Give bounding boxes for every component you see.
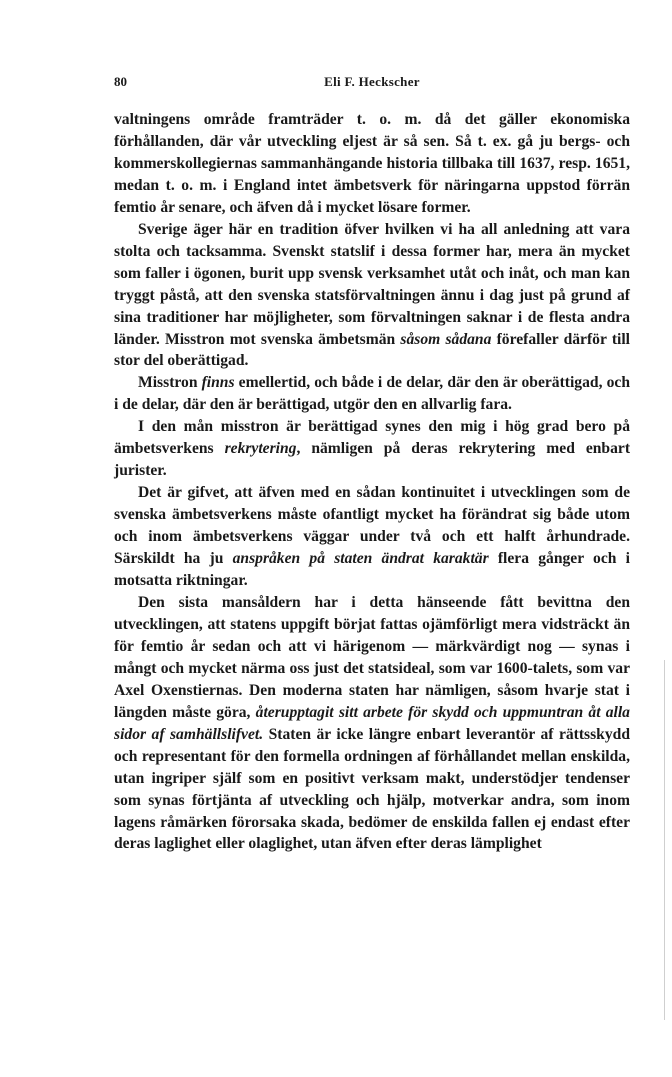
paragraph: [114, 482, 630, 592]
paragraph: [114, 219, 630, 373]
emphasis-text: anspråken på staten ändrat karaktär: [232, 550, 489, 568]
emphasis-text: finns: [201, 374, 235, 392]
running-head: Eli F. Heckscher: [324, 74, 420, 89]
paragraph: [114, 372, 630, 416]
paragraph: [114, 592, 630, 855]
paragraph-text: Staten är icke längre enbart leverantör af rättsskydd och representant för den formella ordningen af förhållandet mellan enskilda, utan ingriper själf som en positivt verksam makt, understödjer tendenser som synas förtjänta af utveckling och hjälp, motverkar andra, som inom lagens råmärken förorsaka skada, bedömer de enskilda fallen ej endast efter deras laglighet eller olaglighet, utan äfven efter deras lämplighet: [114, 725, 630, 853]
paragraph: [114, 109, 630, 219]
page-number: 80: [114, 74, 127, 89]
paragraph-text: förefaller därför till stor del oberättigad.: [114, 330, 631, 370]
paragraph-text: I den mån misstron är berättigad synes den mig i hög grad bero på ämbetsverkens: [114, 418, 630, 458]
margin-rule: [664, 660, 665, 1020]
paragraph-text: Misstron: [138, 374, 202, 392]
paragraph-text: emellertid, och både i de delar, där den är oberättigad, och i de delar, där den är berättigad, utgör den en allvarlig fara.: [114, 374, 630, 414]
emphasis-text: rekrytering: [224, 440, 297, 458]
emphasis-text: såsom sådana: [400, 330, 492, 348]
paragraph: [114, 416, 630, 482]
paragraph-text: Den sista mansåldern har i detta hänseende fått bevittna den utvecklingen, att statens uppgift börjat fattas ojämförligt mera vidsträckt än för femtio år sedan och att vi härigenom — märkvärdigt nog — synas i mångt och mycket närma oss just det statsideal, som var 1600-talets, som var Axel Oxenstiernas. Den moderna staten har nämligen, såsom hvarje stat i längden måste göra,: [114, 593, 630, 721]
body-text: [114, 109, 630, 855]
paragraph-text: Det är gifvet, att äfven med en sådan kontinuitet i utvecklingen som de svenska ämbetsverkens måste ofantligt mycket ha förändrat sig både utom och inom ämbetsverkens väggar under två och ett halft århundrade. Särskildt ha ju: [114, 484, 630, 568]
page-header: [114, 74, 630, 94]
paragraph-text: , nämligen på deras rekrytering med enbart jurister.: [114, 440, 631, 480]
paragraph-text: flera gånger och i motsatta riktningar.: [114, 550, 630, 590]
paragraph-text: Sverige äger här en tradition öfver hvilken vi ha all anledning att vara stolta och tacksamma. Svenskt statslif i dessa former har, mera än mycket som faller i ögonen, burit upp svensk verksamhet utåt och inåt, och man kan tryggt påstå, att den svenska statsförvaltningen ännu i dag just på grund af sina traditioner har möjligheter, som förvaltningen saknar i de flesta andra länder. Misstron mot svenska ämbetsmän: [114, 220, 630, 348]
emphasis-text: återupptagit sitt arbete för skydd och uppmuntran åt alla sidor af samhällslifvet.: [114, 703, 630, 743]
paragraph-text: valtningens område framträder t. o. m. då det gäller ekonomiska förhållanden, där vår utveckling eljest är så sen. Så t. ex. gå ju bergs- och kommerskollegiernas sammanhängande historia tillbaka till 1637, resp. 1651, medan t. o. m. i England intet ämbetsverk för näringarna uppstod förrän femtio år senare, och äfven då i mycket lösare former.: [114, 111, 630, 216]
